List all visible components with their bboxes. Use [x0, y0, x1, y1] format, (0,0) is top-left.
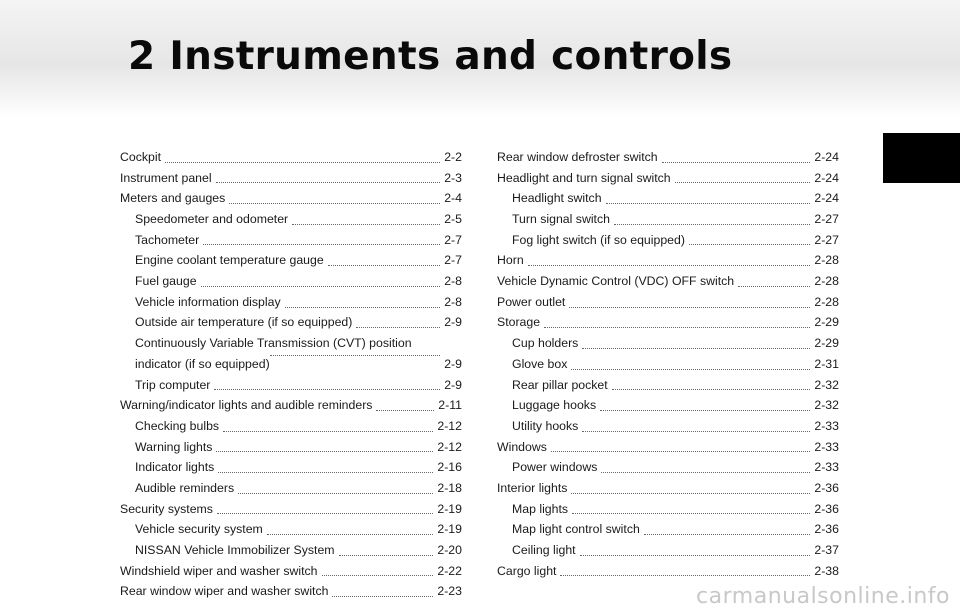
toc-entry[interactable]	[120, 188, 462, 209]
toc-leader-dots	[292, 223, 440, 225]
toc-subentry[interactable]	[497, 540, 839, 561]
toc-subentry[interactable]	[120, 313, 462, 334]
toc-leader-dots	[675, 181, 811, 183]
toc-leader-dots	[569, 306, 810, 308]
toc-entry-label: Vehicle security system	[135, 522, 263, 537]
toc-entry-page: 2-28	[814, 274, 839, 289]
toc-leader-dots	[356, 326, 440, 328]
toc-entry-label: Glove box	[512, 356, 568, 371]
toc-leader-dots	[218, 471, 433, 473]
toc-entry-label: Checking bulbs	[135, 418, 220, 433]
toc-entry-label: Indicator lights	[135, 460, 215, 475]
toc-entry-label: Turn signal switch	[512, 212, 610, 227]
toc-entry-page: 2-29	[814, 336, 839, 351]
toc-entry-label: Trip computer	[135, 377, 211, 392]
toc-entry[interactable]	[497, 271, 839, 292]
toc-leader-dots	[216, 181, 441, 183]
toc-entry-page: 2-37	[814, 543, 839, 558]
toc-entry-label: Power windows	[512, 460, 598, 475]
toc-entry-label: Warning/indicator lights and audible reminders	[120, 398, 373, 413]
toc-subentry[interactable]	[497, 188, 839, 209]
toc-entry[interactable]	[497, 168, 839, 189]
toc-entry-page: 2-16	[437, 460, 462, 475]
toc-leader-dots	[238, 492, 433, 494]
toc-subentry[interactable]	[120, 437, 462, 458]
toc-entry-page: 2-24	[814, 149, 839, 164]
toc-leader-dots	[201, 285, 441, 287]
toc-entry-page: 2-12	[437, 418, 462, 433]
toc-entry-label: Speedometer and odometer	[135, 212, 289, 227]
toc-leader-dots	[601, 471, 810, 473]
toc-leader-dots	[165, 161, 440, 163]
toc-entry-label: Ceiling light	[512, 543, 576, 558]
toc-leader-dots	[582, 430, 810, 432]
toc-leader-dots	[606, 202, 811, 204]
toc-leader-dots	[551, 450, 810, 452]
toc-entry-page: 2-32	[814, 398, 839, 413]
toc-entry-label: Utility hooks	[512, 418, 579, 433]
toc-entry-label: Meters and gauges	[120, 191, 226, 206]
toc-entry-page: 2-36	[814, 522, 839, 537]
toc-entry-label: Rear window wiper and washer switch	[120, 584, 329, 599]
toc-leader-dots	[223, 430, 433, 432]
toc-subentry[interactable]	[497, 457, 839, 478]
toc-subentry[interactable]	[497, 416, 839, 437]
toc-entry-page: 2-28	[814, 294, 839, 309]
toc-subentry[interactable]	[120, 416, 462, 437]
toc-entry-page: 2-24	[814, 191, 839, 206]
toc-entry-label: Windshield wiper and washer switch	[120, 563, 318, 578]
toc-leader-dots	[528, 264, 811, 266]
toc-entry-label: Windows	[497, 439, 547, 454]
toc-leader-dots	[614, 223, 810, 225]
toc-leader-dots	[229, 202, 440, 204]
toc-entry[interactable]	[497, 437, 839, 458]
toc-entry-label-line2-text: indicator (if so equipped)	[135, 356, 270, 371]
toc-entry-page: 2-12	[437, 439, 462, 454]
toc-entry-page: 2-31	[814, 356, 839, 371]
toc-entry[interactable]	[120, 395, 462, 416]
toc-entry-label: Power outlet	[497, 294, 566, 309]
toc-leader-dots	[285, 306, 441, 308]
toc-entry-label: Cargo light	[497, 563, 557, 578]
toc-column-right	[497, 147, 839, 581]
toc-subentry[interactable]	[120, 375, 462, 396]
toc-entry-page: 2-36	[814, 501, 839, 516]
toc-subentry[interactable]	[120, 250, 462, 271]
toc-entry-page: 2-4	[444, 191, 462, 206]
toc-entry-label: Rear pillar pocket	[512, 377, 608, 392]
toc-entry[interactable]	[497, 313, 839, 334]
toc-entry-page: 2-7	[444, 253, 462, 268]
toc-entry[interactable]	[497, 561, 839, 582]
toc-entry-label	[135, 333, 462, 374]
toc-entry[interactable]	[120, 561, 462, 582]
toc-entry-label: Storage	[497, 315, 541, 330]
toc-subentry[interactable]	[120, 478, 462, 499]
toc-leader-dots	[267, 533, 434, 535]
toc-entry-label: Horn	[497, 253, 524, 268]
toc-entry[interactable]	[497, 292, 839, 313]
toc-entry-page: 2-8	[444, 294, 462, 309]
toc-entry-page: 2-19	[437, 501, 462, 516]
toc-entry-page: 2-20	[437, 543, 462, 558]
toc-leader-dots	[328, 264, 441, 266]
toc-leader-dots	[612, 388, 811, 390]
toc-entry-label: Instrument panel	[120, 170, 212, 185]
toc-entry-page: 2-2	[444, 149, 462, 164]
toc-leader-dots	[203, 243, 440, 245]
toc-entry-page: 2-11	[438, 398, 462, 413]
toc-entry-page: 2-9	[444, 356, 462, 371]
toc-entry-page: 2-18	[437, 481, 462, 496]
toc-leader-dots	[216, 450, 433, 452]
toc-leader-dots	[544, 326, 810, 328]
toc-leader-dots	[339, 554, 434, 556]
toc-leader-dots	[644, 533, 811, 535]
toc-entry-label: Fuel gauge	[135, 274, 197, 289]
toc-entry-page: 2-27	[814, 232, 839, 247]
toc-entry-page: 2-19	[437, 522, 462, 537]
toc-entry[interactable]	[497, 478, 839, 499]
toc-subentry[interactable]	[120, 540, 462, 561]
toc-leader-dots	[332, 595, 433, 597]
toc-entry-page: 2-33	[814, 439, 839, 454]
toc-entry-label: NISSAN Vehicle Immobilizer System	[135, 543, 335, 558]
toc-entry-label: Cockpit	[120, 149, 162, 164]
toc-entry-label: Headlight switch	[512, 191, 602, 206]
toc-entry-label-line1: Continuously Variable Transmission (CVT) position	[135, 336, 412, 351]
toc-entry-label: Vehicle information display	[135, 294, 281, 309]
toc-subentry[interactable]	[120, 271, 462, 292]
toc-entry-label: Cup holders	[512, 336, 579, 351]
toc-entry[interactable]	[497, 147, 839, 168]
toc-entry-page: 2-9	[444, 315, 462, 330]
toc-entry-page: 2-3	[444, 170, 462, 185]
toc-subentry[interactable]	[497, 230, 839, 251]
toc-entry-label: Security systems	[120, 501, 213, 516]
toc-entry-page: 2-24	[814, 170, 839, 185]
toc-column-left	[120, 147, 462, 602]
toc-leader-dots	[600, 409, 810, 411]
toc-entry[interactable]	[120, 581, 462, 602]
toc-entry-label: Warning lights	[135, 439, 213, 454]
toc-entry-label: Fog light switch (if so equipped)	[512, 232, 685, 247]
toc-subentry[interactable]	[497, 499, 839, 520]
toc-entry-page: 2-28	[814, 253, 839, 268]
toc-leader-dots	[571, 492, 810, 494]
toc-entry[interactable]	[120, 168, 462, 189]
toc-entry-label: Interior lights	[497, 480, 568, 495]
toc-entry-page: 2-22	[437, 563, 462, 578]
toc-entry-label: Rear window defroster switch	[497, 149, 658, 164]
toc-subentry[interactable]	[497, 209, 839, 230]
toc-entry-page: 2-32	[814, 377, 839, 392]
toc-entry-page: 2-7	[444, 232, 462, 247]
toc-entry[interactable]	[120, 499, 462, 520]
toc-entry-label: Outside air temperature (if so equipped)	[135, 315, 353, 330]
toc-subentry[interactable]	[120, 292, 462, 313]
toc-subentry[interactable]	[497, 354, 839, 375]
toc-entry-page: 2-36	[814, 480, 839, 495]
toc-entry-label: Engine coolant temperature gauge	[135, 253, 324, 268]
toc-entry-page: 2-5	[444, 212, 462, 227]
toc-entry-page: 2-23	[437, 584, 462, 599]
toc-leader-dots	[689, 243, 810, 245]
toc-entry[interactable]	[497, 250, 839, 271]
toc-entry-label: Tachometer	[135, 232, 200, 247]
toc-entry-label: Vehicle Dynamic Control (VDC) OFF switch	[497, 274, 735, 289]
toc-entry-page: 2-9	[444, 377, 462, 392]
toc-subentry[interactable]	[120, 457, 462, 478]
chapter-tab-marker	[883, 133, 960, 183]
toc-leader-dots	[270, 354, 441, 356]
toc-entry-label: Headlight and turn signal switch	[497, 170, 671, 185]
toc-leader-dots	[580, 554, 811, 556]
toc-subentry[interactable]	[497, 395, 839, 416]
toc-leader-dots	[217, 512, 433, 514]
toc-subentry[interactable]	[120, 209, 462, 230]
toc-entry-page: 2-38	[814, 563, 839, 578]
toc-leader-dots	[662, 161, 811, 163]
toc-entry-page: 2-33	[814, 418, 839, 433]
watermark: carmanualsonline.info	[696, 584, 950, 609]
toc-leader-dots	[322, 574, 434, 576]
toc-subentry[interactable]	[497, 375, 839, 396]
toc-entry-label: Luggage hooks	[512, 398, 597, 413]
toc-entry-label: Map light control switch	[512, 522, 640, 537]
toc-leader-dots	[582, 347, 810, 349]
toc-leader-dots	[560, 574, 810, 576]
toc-entry-label: Audible reminders	[135, 481, 235, 496]
toc-subentry[interactable]	[497, 333, 839, 354]
toc-leader-dots	[571, 368, 810, 370]
toc-subentry[interactable]	[497, 519, 839, 540]
toc-entry-page: 2-8	[444, 274, 462, 289]
toc-entry[interactable]	[120, 147, 462, 168]
toc-leader-dots	[738, 285, 810, 287]
toc-leader-dots	[376, 409, 434, 411]
toc-entry-page: 2-27	[814, 212, 839, 227]
toc-subentry[interactable]	[120, 519, 462, 540]
toc-leader-dots	[572, 512, 810, 514]
toc-subentry[interactable]	[120, 230, 462, 251]
toc-subentry[interactable]	[120, 333, 462, 374]
chapter-title: 2 Instruments and controls	[128, 34, 733, 79]
toc-entry-page: 2-33	[814, 460, 839, 475]
toc-entry-label-line2	[135, 354, 462, 375]
toc-leader-dots	[214, 388, 440, 390]
toc-entry-label: Map lights	[512, 501, 569, 516]
toc-entry-page: 2-29	[814, 315, 839, 330]
